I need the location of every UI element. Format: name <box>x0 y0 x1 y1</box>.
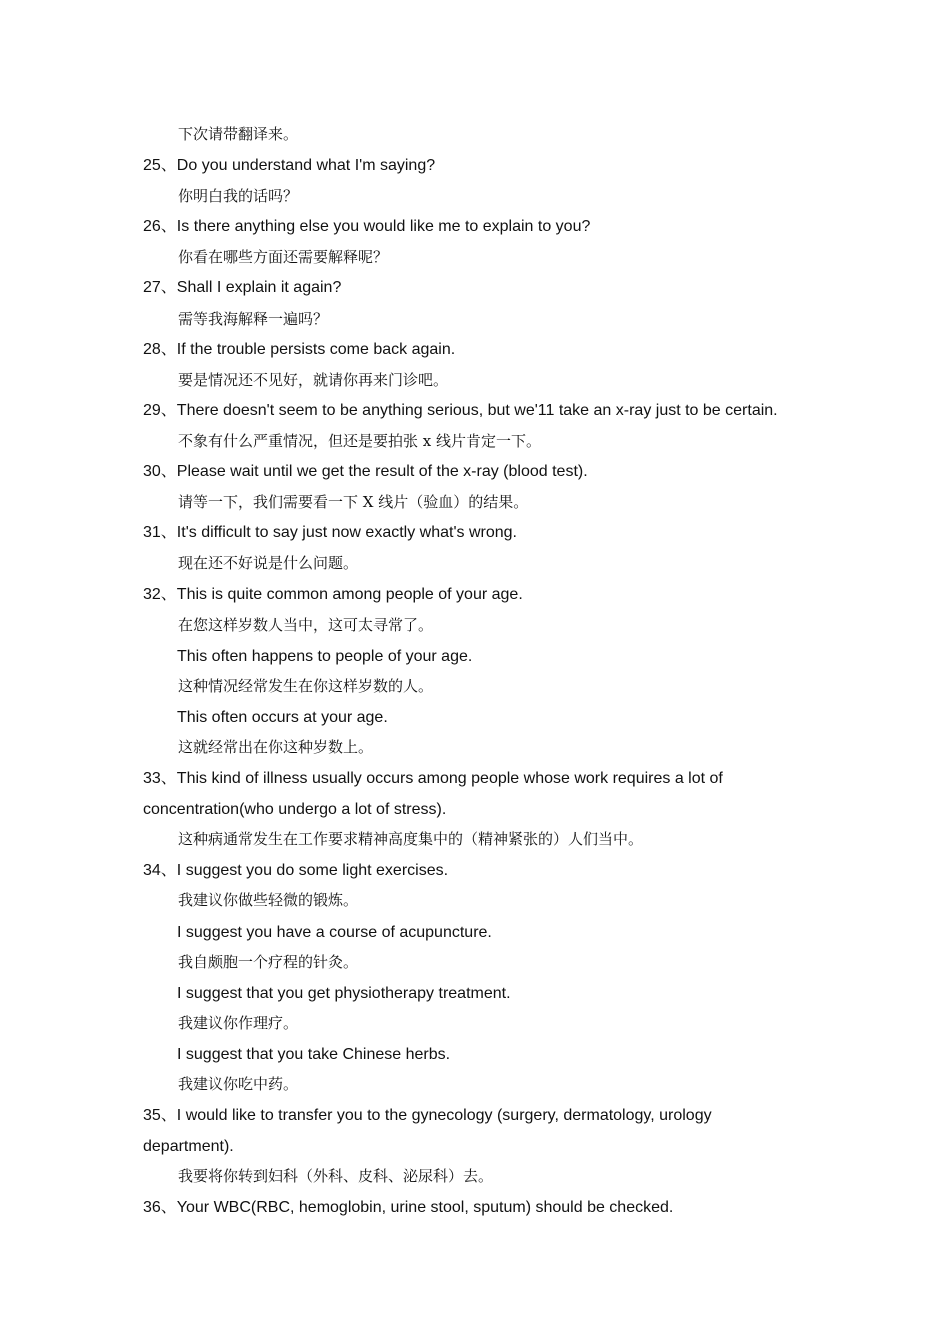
translation-34-alt-2: 我建议你作理疗。 <box>178 1014 299 1032</box>
phrase-28: 28、If the trouble persists come back again. <box>143 341 456 358</box>
phrase-34: 34、I suggest you do some light exercises. <box>143 862 449 879</box>
phrase-27: 27、Shall I explain it again? <box>143 279 342 296</box>
translation-26: 你看在哪些方面还需要解释呢？ <box>178 248 389 266</box>
phrase-25: 25、Do you understand what I'm saying? <box>143 157 436 174</box>
translation-28: 要是情况还不见好，就请你再来门诊吧。 <box>178 371 449 389</box>
translation-34-alt-1: 我自颇胞一个疗程的针灸。 <box>178 953 359 971</box>
translation-32-alt-1: 这种情况经常发生在你这样岁数的人。 <box>178 677 434 695</box>
phrase-26: 26、Is there anything else you would like me to explain to you? <box>143 218 591 235</box>
phrase-29: 29、There doesn't seem to be anything serious, but we'11 take an x-ray just to be certain. <box>143 402 778 419</box>
translation-32: 在您这样岁数人当中，这可太寻常了。 <box>178 616 434 634</box>
phrase-31: 31、It's difficult to say just now exactly what's wrong. <box>143 524 517 541</box>
phrase-32: 32、This is quite common among people of your age. <box>143 586 523 603</box>
phrase-34-alt-1: I suggest you have a course of acupuncture. <box>177 924 492 941</box>
phrase-32-alt-1: This often happens to people of your age. <box>177 648 473 665</box>
phrase-35-continued: department). <box>143 1138 234 1155</box>
translation-33: 这种病通常发生在工作要求精神高度集中的（精神紧张的）人们当中。 <box>178 830 644 848</box>
translation-35: 我要将你转到妇科（外科、皮科、泌尿科）去。 <box>178 1167 494 1185</box>
translation-31: 现在还不好说是什么问题。 <box>178 554 359 572</box>
translation-34: 我建议你做些轻微的锻炼。 <box>178 891 359 909</box>
phrase-33-continued: concentration(who undergo a lot of stress). <box>143 801 447 818</box>
phrase-34-alt-2: I suggest that you get physiotherapy treatment. <box>177 985 511 1002</box>
phrase-35: 35、I would like to transfer you to the gynecology (surgery, dermatology, urology <box>143 1107 712 1124</box>
translation-25: 你明白我的话吗？ <box>178 187 299 205</box>
phrase-30: 30、Please wait until we get the result of the x-ray (blood test). <box>143 463 588 480</box>
translation-32-alt-2: 这就经常出在你这种岁数上。 <box>178 738 374 756</box>
phrase-36: 36、Your WBC(RBC, hemoglobin, urine stool, sputum) should be checked. <box>143 1199 674 1216</box>
translation-29: 不象有什么严重情况，但还是要拍张 x 线片肯定一下。 <box>178 432 541 450</box>
phrase-33: 33、This kind of illness usually occurs among people whose work requires a lot of <box>143 770 723 787</box>
translation-27: 需等我海解释一遍吗？ <box>178 310 329 328</box>
translation-line: 下次请带翻译来。 <box>178 125 299 143</box>
phrase-34-alt-3: I suggest that you take Chinese herbs. <box>177 1046 451 1063</box>
translation-34-alt-3: 我建议你吃中药。 <box>178 1075 299 1093</box>
translation-30: 请等一下，我们需要看一下 X 线片（验血）的结果。 <box>178 493 529 511</box>
phrase-32-alt-2: This often occurs at your age. <box>177 709 388 726</box>
